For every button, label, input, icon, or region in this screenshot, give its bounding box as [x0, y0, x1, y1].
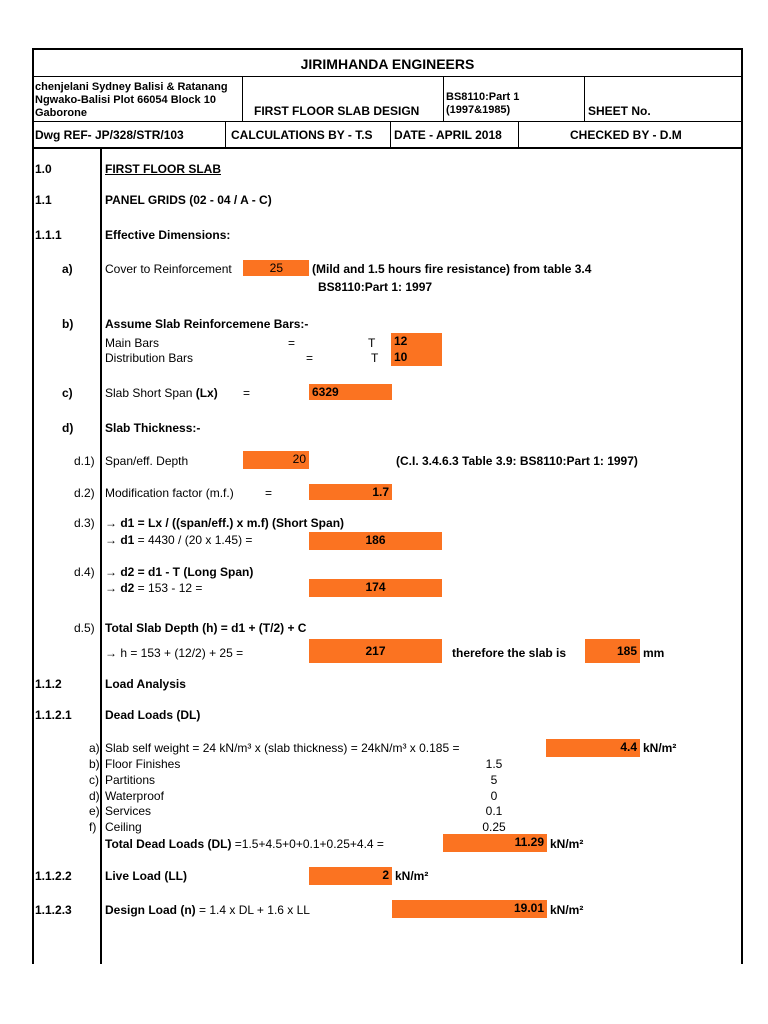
section-number: 1.1.2 — [35, 677, 62, 691]
unit-label: kN/m² — [550, 837, 584, 851]
cover-label: Cover to Reinforcement — [105, 262, 232, 276]
bar-type: T — [371, 351, 379, 365]
section-title: Effective Dimensions: — [105, 228, 231, 242]
design-load-label: Design Load (n) = 1.4 x DL + 1.6 x LL — [105, 903, 310, 917]
item-title: Slab Thickness:- — [105, 421, 201, 435]
header-divider — [518, 121, 519, 148]
d2-value[interactable]: 174 — [309, 579, 442, 597]
distribution-bars-label: Distribution Bars — [105, 351, 194, 365]
header-divider — [443, 76, 444, 121]
sheet-title: FIRST FLOOR SLAB DESIGN — [254, 104, 420, 118]
company-name: JIRIMHANDA ENGINEERS — [300, 56, 475, 72]
section-title: Load Analysis — [105, 677, 186, 691]
list-item-label: d) — [89, 789, 100, 803]
unit-label: kN/m² — [395, 869, 429, 883]
short-span-value[interactable]: 6329 — [309, 384, 392, 400]
sub-item-label: d.2) — [74, 486, 95, 500]
item-title: Assume Slab Reinforcemene Bars:- — [105, 317, 309, 331]
sub-item-label: d.1) — [74, 454, 95, 468]
section-title: Dead Loads (DL) — [105, 708, 201, 722]
item-label: a) — [62, 262, 73, 276]
modification-factor-label: Modification factor (m.f.) — [105, 486, 234, 500]
span-eff-depth-note: (C.I. 3.4.6.3 Table 3.9: BS8110:Part 1: 1997) — [396, 454, 638, 468]
sheet-number-label: SHEET No. — [588, 104, 651, 118]
short-span-label: Slab Short Span (Lx) — [105, 386, 218, 400]
sub-item-label: d.3) — [74, 516, 95, 530]
dead-load-value[interactable]: 4.4 — [546, 739, 640, 757]
drawing-reference: Dwg REF- JP/328/STR/103 — [35, 128, 184, 142]
item-label: d) — [62, 421, 74, 435]
code-reference: (1997&1985) — [446, 104, 511, 116]
section-number: 1.1.2.1 — [35, 708, 72, 722]
equals: = — [243, 386, 251, 400]
list-item-label: e) — [89, 804, 100, 818]
live-load-value[interactable]: 2 — [309, 867, 392, 885]
cover-value[interactable]: 25 — [243, 260, 309, 276]
section-number: 1.1 — [35, 193, 52, 207]
calculations-by: CALCULATIONS BY - T.S — [231, 128, 373, 142]
dead-load-description: Services — [105, 804, 152, 818]
dead-load-description: Partitions — [105, 773, 156, 787]
slab-thickness-value[interactable]: 185 — [585, 639, 640, 663]
unit-label: mm — [643, 646, 665, 660]
checked-by: CHECKED BY - D.M — [570, 128, 682, 142]
section-number: 1.1.2.3 — [35, 903, 72, 917]
span-eff-depth-value[interactable]: 20 — [243, 451, 309, 469]
dead-load-description: Waterproof — [105, 789, 164, 803]
distribution-bars-value[interactable]: 10 — [391, 349, 442, 366]
total-dead-loads-label: Total Dead Loads (DL) =1.5+4.5+0+0.1+0.25+4.4 = — [105, 837, 384, 851]
header-divider — [32, 121, 743, 122]
client-line: chenjelani Sydney Balisi & Ratanang — [35, 81, 228, 93]
main-bars-value[interactable]: 12 — [391, 333, 442, 349]
dead-load-description: Floor Finishes — [105, 757, 181, 771]
dead-load-value: 0 — [490, 789, 498, 803]
main-bars-label: Main Bars — [105, 336, 160, 350]
total-slab-depth-formula: Total Slab Depth (h) = d1 + (T/2) + C — [105, 621, 307, 635]
d2-calculation: → d2 = 153 - 12 = — [105, 581, 203, 595]
total-slab-depth-calculation: → h = 153 + (12/2) + 25 = — [105, 646, 244, 660]
list-item-label: c) — [89, 773, 99, 787]
section-title: FIRST FLOOR SLAB — [105, 162, 221, 176]
section-number: 1.1.2.2 — [35, 869, 72, 883]
item-label: c) — [62, 386, 73, 400]
cover-note: (Mild and 1.5 hours fire resistance) from table 3.4 — [312, 262, 592, 276]
header-divider — [242, 76, 243, 121]
numbering-column-border — [100, 148, 102, 964]
list-item-label: b) — [89, 757, 100, 771]
unit-label: kN/m² — [643, 741, 677, 755]
section-title: Live Load (LL) — [105, 869, 187, 883]
equals: = — [288, 336, 296, 350]
header-divider — [225, 121, 226, 148]
equals: = — [265, 486, 273, 500]
client-line: Gaborone — [35, 107, 87, 119]
dead-load-description: Slab self weight = 24 kN/m³ x (slab thickness) = 24kN/m³ x 0.185 = — [105, 741, 460, 755]
section-number: 1.1.1 — [35, 228, 62, 242]
bar-type: T — [368, 336, 376, 350]
section-title: PANEL GRIDS (02 - 04 / A - C) — [105, 193, 272, 207]
d1-calculation: → d1 = 4430 / (20 x 1.45) = — [105, 533, 253, 547]
dead-load-value: 0.25 — [482, 820, 506, 834]
dead-load-value: 0.1 — [485, 804, 503, 818]
list-item-label: a) — [89, 741, 100, 755]
header-divider — [584, 76, 585, 121]
left-border — [32, 148, 34, 964]
design-load-value[interactable]: 19.01 — [392, 900, 547, 918]
therefore-label: therefore the slab is — [452, 646, 567, 660]
cover-note: BS8110:Part 1: 1997 — [318, 280, 433, 294]
list-item-label: f) — [89, 820, 97, 834]
d2-formula: → d2 = d1 - T (Long Span) — [105, 565, 254, 579]
sub-item-label: d.5) — [74, 621, 95, 635]
dead-load-value: 1.5 — [485, 757, 503, 771]
header-divider — [390, 121, 391, 148]
section-number: 1.0 — [35, 162, 52, 176]
modification-factor-value[interactable]: 1.7 — [309, 484, 392, 500]
client-line: Ngwako-Balisi Plot 66054 Block 10 — [35, 94, 216, 106]
unit-label: kN/m² — [550, 903, 584, 917]
total-slab-depth-value[interactable]: 217 — [309, 639, 442, 663]
d1-value[interactable]: 186 — [309, 532, 442, 550]
dead-load-description: Ceiling — [105, 820, 142, 834]
right-border — [741, 148, 743, 964]
header-divider — [32, 76, 743, 77]
sub-item-label: d.4) — [74, 565, 95, 579]
d1-formula: → d1 = Lx / ((span/eff.) x m.f) (Short Span) — [105, 516, 345, 530]
total-dead-loads-value[interactable]: 11.29 — [443, 834, 547, 852]
span-eff-depth-label: Span/eff. Depth — [105, 454, 189, 468]
equals: = — [306, 351, 314, 365]
code-reference: BS8110:Part 1 — [446, 91, 520, 103]
item-label: b) — [62, 317, 74, 331]
date: DATE - APRIL 2018 — [394, 128, 502, 142]
dead-load-value: 5 — [490, 773, 498, 787]
